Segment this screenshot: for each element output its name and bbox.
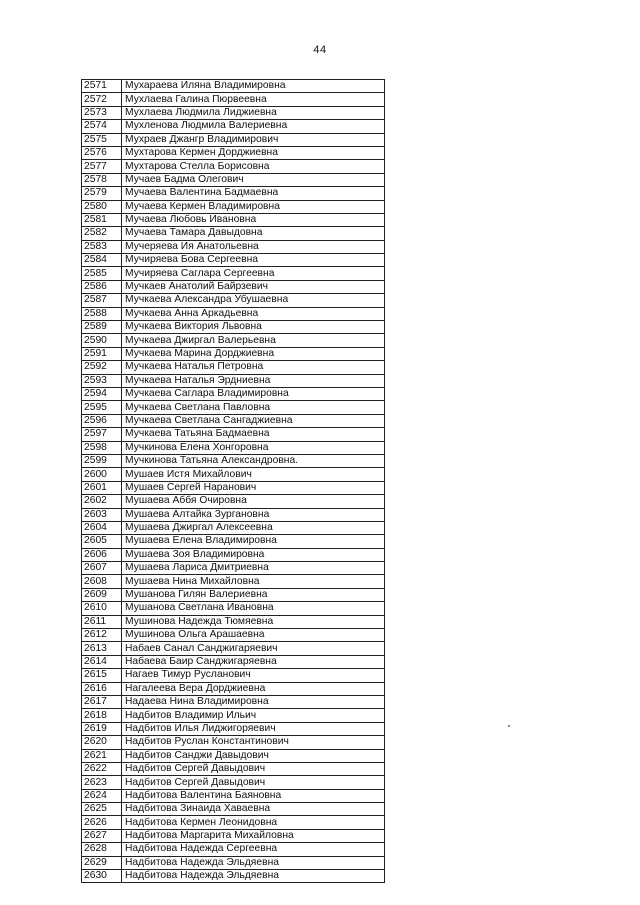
table-row [82, 856, 385, 869]
person-name: Мучкаева Джиргал Валерьевна [122, 334, 385, 347]
table-row [82, 187, 385, 200]
table-row [82, 562, 385, 575]
person-name: Мучкаева Татьяна Бадмаевна [122, 428, 385, 441]
table-row [82, 629, 385, 642]
row-number: 2596 [82, 414, 122, 427]
person-name: Надбитова Маргарита Михайловна [122, 829, 385, 842]
person-name: Надбитова Надежда Сергеевна [122, 843, 385, 856]
person-name: Набаева Баир Санджигаряевна [122, 655, 385, 668]
table-row [82, 227, 385, 240]
person-name: Мучкинова Елена Хонгоровна [122, 441, 385, 454]
table-row [82, 294, 385, 307]
table-row [82, 535, 385, 548]
person-name: Надбитова Валентина Баяновна [122, 789, 385, 802]
person-name: Мучаева Валентина Бадмаевна [122, 187, 385, 200]
table-row [82, 575, 385, 588]
row-number: 2597 [82, 428, 122, 441]
row-number: 2575 [82, 133, 122, 146]
row-number: 2573 [82, 106, 122, 119]
table-row [82, 695, 385, 708]
table-row [82, 441, 385, 454]
person-name: Мухраев Джангр Владимирович [122, 133, 385, 146]
table-row [82, 374, 385, 387]
row-number: 2574 [82, 120, 122, 133]
person-name: Мухлаева Галина Пюрвеевна [122, 93, 385, 106]
table-row [82, 602, 385, 615]
row-number: 2628 [82, 843, 122, 856]
row-number: 2607 [82, 562, 122, 575]
person-name: Мушаева Нина Михайловна [122, 575, 385, 588]
row-number: 2586 [82, 280, 122, 293]
table-row [82, 669, 385, 682]
table-row [82, 160, 385, 173]
row-number: 2580 [82, 200, 122, 213]
table-row [82, 843, 385, 856]
person-name: Мушинова Ольга Арашаевна [122, 629, 385, 642]
person-name: Мушаев Истя Михайлович [122, 468, 385, 481]
row-number: 2624 [82, 789, 122, 802]
person-name: Набаев Санал Санджигаряевич [122, 642, 385, 655]
person-name: Мучкаева Светлана Сангаджиевна [122, 414, 385, 427]
row-number: 2609 [82, 588, 122, 601]
table-row [82, 709, 385, 722]
row-number: 2577 [82, 160, 122, 173]
person-name: Надбитов Сергей Давыдович [122, 776, 385, 789]
row-number: 2582 [82, 227, 122, 240]
person-name: Мушаева Елена Владимировна [122, 535, 385, 548]
person-name: Мухтарова Стелла Борисовна [122, 160, 385, 173]
row-number: 2608 [82, 575, 122, 588]
person-name: Мучкаева Виктория Львовна [122, 321, 385, 334]
person-name: Мучкаева Марина Дорджиевна [122, 347, 385, 360]
table-row [82, 588, 385, 601]
person-name: Мушаева Джиргал Алексеевна [122, 521, 385, 534]
table-row [82, 776, 385, 789]
person-name: Надбитов Руслан Константинович [122, 736, 385, 749]
person-name: Надбитова Надежда Эльдяевна [122, 856, 385, 869]
person-name: Мушаева Лариса Дмитриевна [122, 562, 385, 575]
row-number: 2590 [82, 334, 122, 347]
person-name: Мушаева Аббя Очировна [122, 495, 385, 508]
table-row [82, 321, 385, 334]
table-row [82, 387, 385, 400]
row-number: 2613 [82, 642, 122, 655]
table-row [82, 280, 385, 293]
names-table-body [82, 80, 385, 883]
table-row [82, 133, 385, 146]
row-number: 2617 [82, 695, 122, 708]
person-name: Мучиряева Саглара Сергеевна [122, 267, 385, 280]
names-table [81, 79, 385, 883]
person-name: Мухтарова Кермен Дорджиевна [122, 146, 385, 159]
row-number: 2627 [82, 829, 122, 842]
table-row [82, 548, 385, 561]
person-name: Мучкаева Саглара Владимировна [122, 387, 385, 400]
person-name: Надбитов Санджи Давыдович [122, 749, 385, 762]
table-row [82, 213, 385, 226]
person-name: Мучкаева Наталья Петровна [122, 361, 385, 374]
row-number: 2618 [82, 709, 122, 722]
row-number: 2605 [82, 535, 122, 548]
row-number: 2601 [82, 481, 122, 494]
table-row [82, 173, 385, 186]
row-number: 2622 [82, 762, 122, 775]
person-name: Надбитова Кермен Леонидовна [122, 816, 385, 829]
row-number: 2626 [82, 816, 122, 829]
row-number: 2579 [82, 187, 122, 200]
row-number: 2589 [82, 321, 122, 334]
row-number: 2588 [82, 307, 122, 320]
table-row [82, 749, 385, 762]
person-name: Мушаева Зоя Владимировна [122, 548, 385, 561]
row-number: 2585 [82, 267, 122, 280]
table-row [82, 722, 385, 735]
table-row [82, 361, 385, 374]
person-name: Мушанова Гилян Валериевна [122, 588, 385, 601]
person-name: Мушаева Алтайка Зургановна [122, 508, 385, 521]
person-name: Нагаев Тимур Русланович [122, 669, 385, 682]
table-row [82, 468, 385, 481]
row-number: 2621 [82, 749, 122, 762]
person-name: Мучаева Кермен Владимировна [122, 200, 385, 213]
row-number: 2583 [82, 240, 122, 253]
person-name: Мучкаева Наталья Эрдниевна [122, 374, 385, 387]
stray-mark [508, 725, 510, 727]
row-number: 2623 [82, 776, 122, 789]
table-row [82, 254, 385, 267]
row-number: 2599 [82, 454, 122, 467]
row-number: 2591 [82, 347, 122, 360]
table-row [82, 736, 385, 749]
table-row [82, 93, 385, 106]
table-row [82, 682, 385, 695]
table-row [82, 401, 385, 414]
row-number: 2629 [82, 856, 122, 869]
table-row [82, 615, 385, 628]
row-number: 2604 [82, 521, 122, 534]
row-number: 2600 [82, 468, 122, 481]
person-name: Надбитов Илья Лиджигоряевич [122, 722, 385, 735]
row-number: 2584 [82, 254, 122, 267]
table-row [82, 80, 385, 93]
person-name: Мучаева Тамара Давыдовна [122, 227, 385, 240]
table-row [82, 495, 385, 508]
row-number: 2603 [82, 508, 122, 521]
row-number: 2594 [82, 387, 122, 400]
row-number: 2630 [82, 870, 122, 883]
person-name: Мучаева Любовь Ивановна [122, 213, 385, 226]
table-row [82, 146, 385, 159]
row-number: 2616 [82, 682, 122, 695]
table-row [82, 789, 385, 802]
person-name: Мухлаева Людмила Лиджиевна [122, 106, 385, 119]
person-name: Надбитова Надежда Эльдяевна [122, 870, 385, 883]
row-number: 2592 [82, 361, 122, 374]
table-row [82, 481, 385, 494]
table-row [82, 307, 385, 320]
table-row [82, 200, 385, 213]
row-number: 2593 [82, 374, 122, 387]
table-row [82, 870, 385, 883]
row-number: 2602 [82, 495, 122, 508]
table-row [82, 642, 385, 655]
table-row [82, 106, 385, 119]
row-number: 2578 [82, 173, 122, 186]
table-row [82, 803, 385, 816]
row-number: 2620 [82, 736, 122, 749]
row-number: 2625 [82, 803, 122, 816]
row-number: 2610 [82, 602, 122, 615]
row-number: 2595 [82, 401, 122, 414]
person-name: Надаева Нина Владимировна [122, 695, 385, 708]
person-name: Мучкаев Анатолий Байрзевич [122, 280, 385, 293]
person-name: Мучкаева Анна Аркадьевна [122, 307, 385, 320]
table-row [82, 816, 385, 829]
row-number: 2606 [82, 548, 122, 561]
person-name: Мушаев Сергей Наранович [122, 481, 385, 494]
person-name: Нагалеева Вера Дорджиевна [122, 682, 385, 695]
person-name: Мучкинова Татьяна Александровна. [122, 454, 385, 467]
person-name: Надбитов Сергей Давыдович [122, 762, 385, 775]
person-name: Мучкаева Светлана Павловна [122, 401, 385, 414]
table-row [82, 267, 385, 280]
person-name: Мучкаева Александра Убушаевна [122, 294, 385, 307]
table-row [82, 454, 385, 467]
person-name: Надбитов Владимир Ильич [122, 709, 385, 722]
table-row [82, 428, 385, 441]
row-number: 2619 [82, 722, 122, 735]
table-row [82, 655, 385, 668]
person-name: Мушанова Светлана Ивановна [122, 602, 385, 615]
person-name: Мушинова Надежда Тюмяевна [122, 615, 385, 628]
person-name: Мухленова Людмила Валериевна [122, 120, 385, 133]
table-row [82, 240, 385, 253]
table-row [82, 334, 385, 347]
row-number: 2581 [82, 213, 122, 226]
person-name: Мучаев Бадма Олегович [122, 173, 385, 186]
table-row [82, 508, 385, 521]
row-number: 2571 [82, 80, 122, 93]
row-number: 2572 [82, 93, 122, 106]
table-row [82, 120, 385, 133]
table-row [82, 521, 385, 534]
page-number: 44 [313, 44, 327, 56]
row-number: 2611 [82, 615, 122, 628]
person-name: Надбитова Зинаида Хаваевна [122, 803, 385, 816]
person-name: Мучеряева Ия Анатольевна [122, 240, 385, 253]
table-row [82, 829, 385, 842]
row-number: 2598 [82, 441, 122, 454]
table-row [82, 414, 385, 427]
person-name: Мухараева Иляна Владимировна [122, 80, 385, 93]
table-row [82, 347, 385, 360]
row-number: 2576 [82, 146, 122, 159]
table-row [82, 762, 385, 775]
row-number: 2612 [82, 629, 122, 642]
row-number: 2614 [82, 655, 122, 668]
person-name: Мучиряева Бова Сергеевна [122, 254, 385, 267]
row-number: 2587 [82, 294, 122, 307]
row-number: 2615 [82, 669, 122, 682]
